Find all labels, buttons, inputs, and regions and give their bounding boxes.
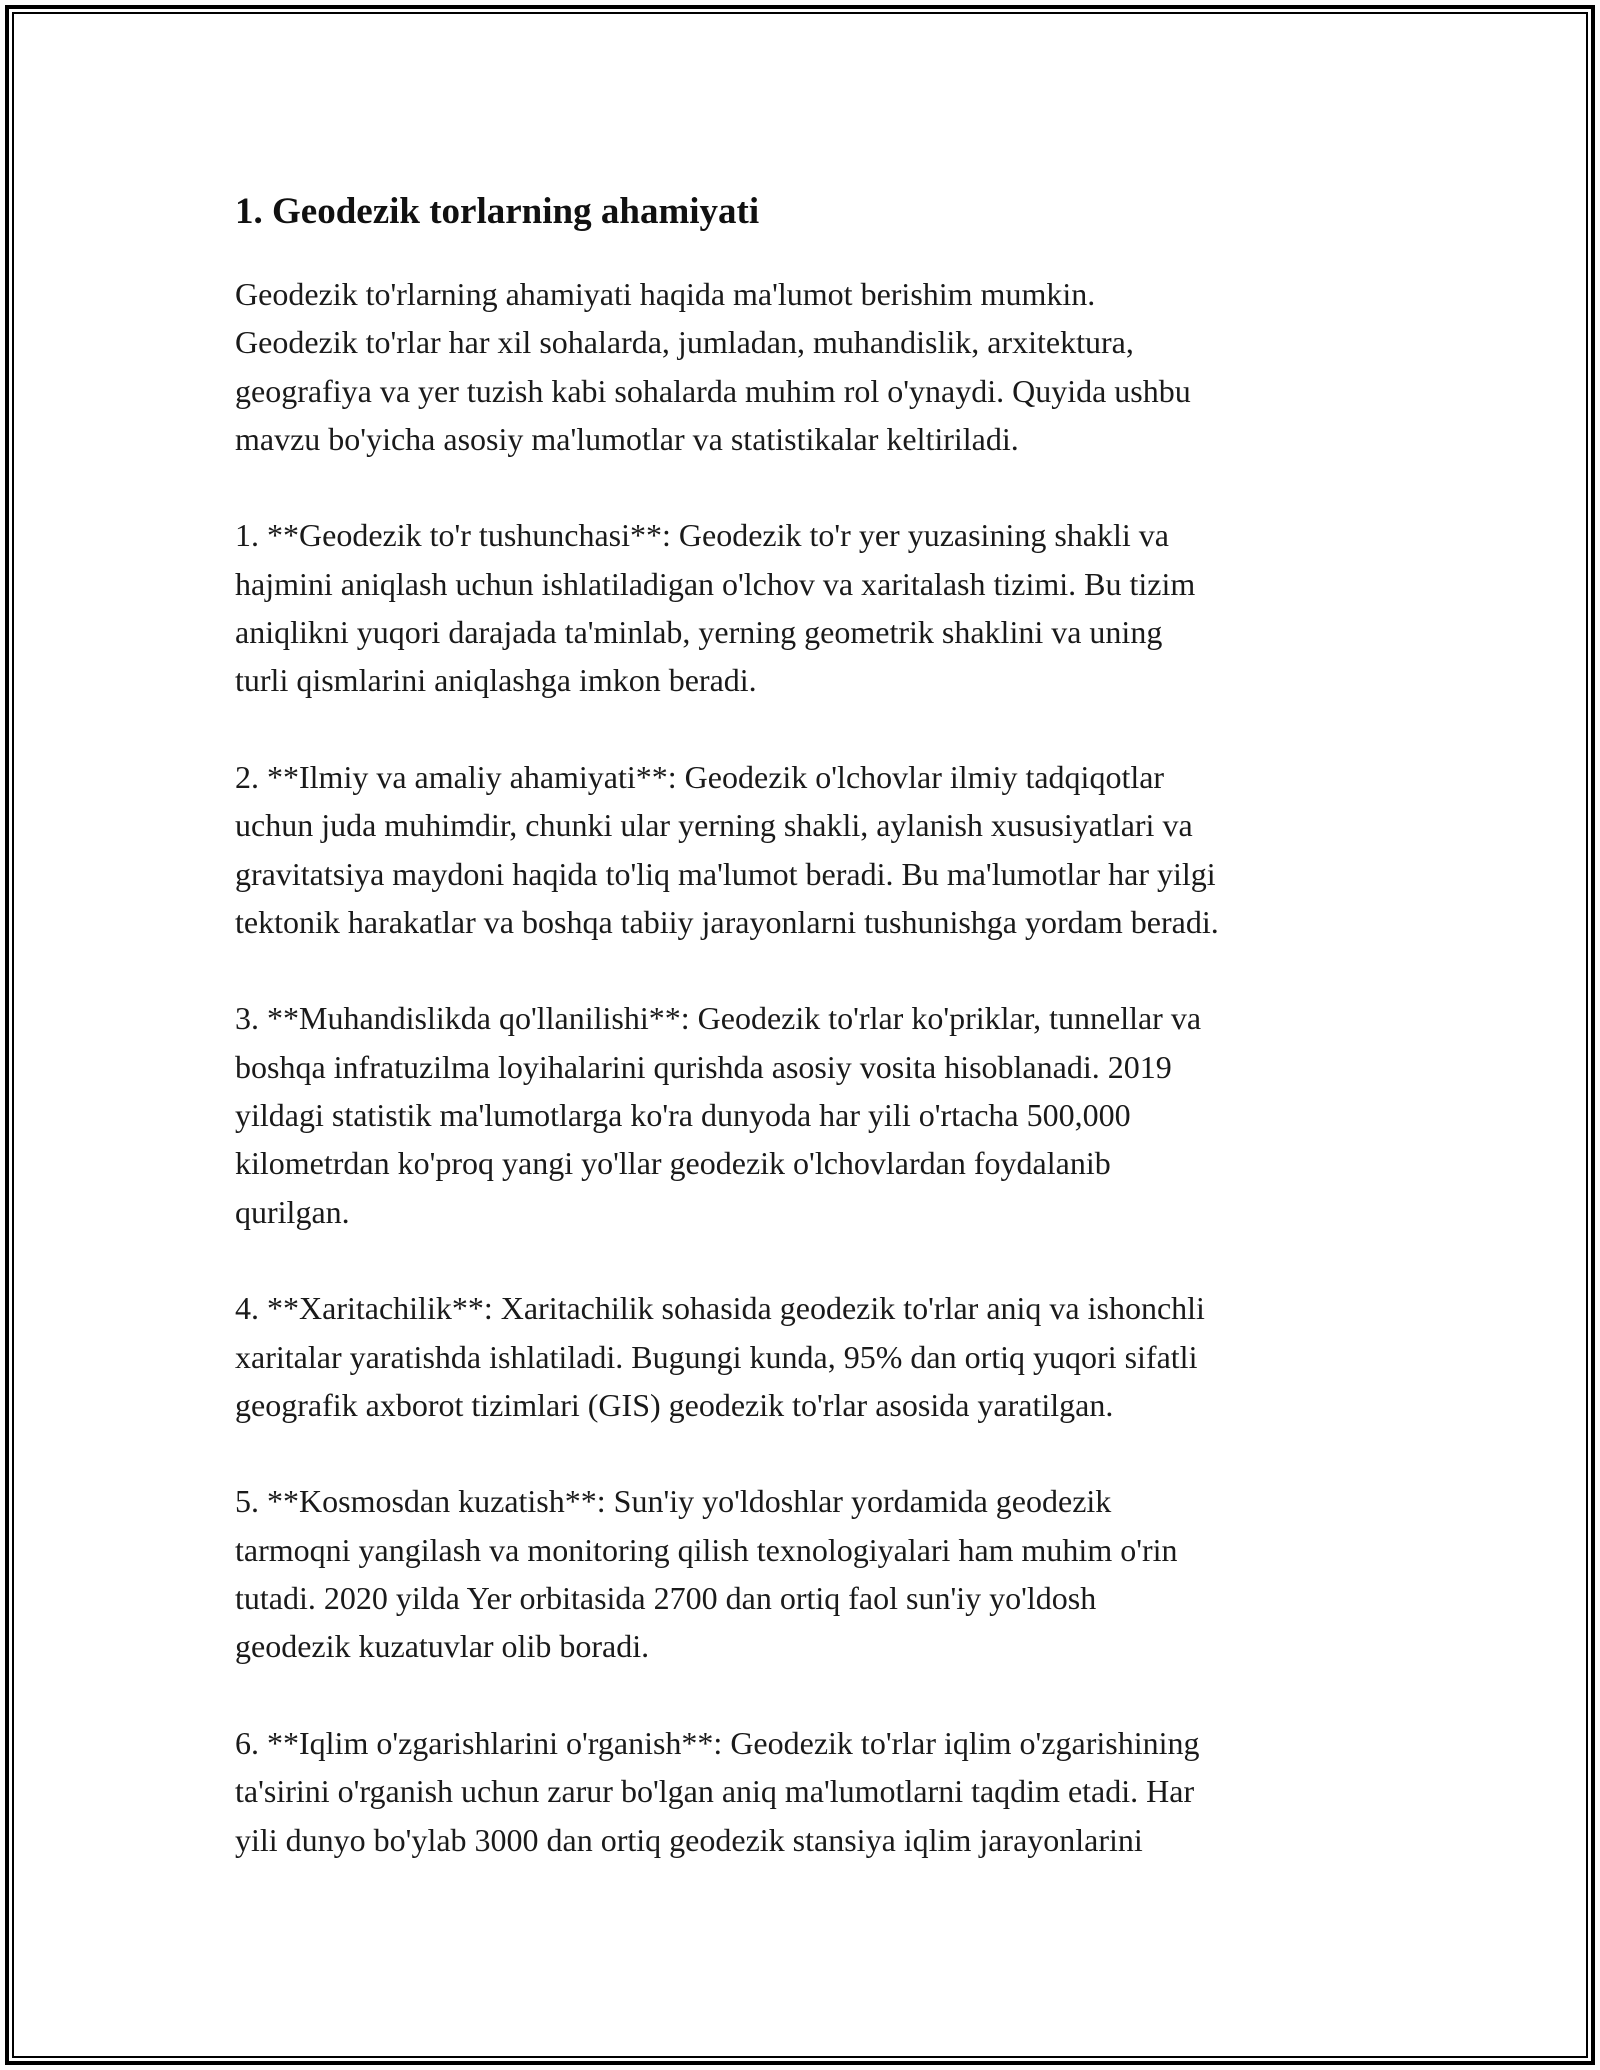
paragraph-item-4: 4. **Xaritachilik**: Xaritachilik sohasida geodezik to'rlar aniq va ishonchli xaritalar yaratishda ishlatiladi. Bugungi kunda, 95% dan ortiq yuqori sifatli geografik axborot tizimlari (GIS) geodezik to'rlar asosida yaratilgan. xyxy=(235,1290,1205,1423)
paragraph-item-6: 6. **Iqlim o'zgarishlarini o'rganish**: Geodezik to'rlar iqlim o'zgarishining ta'sirini o'rganish uchun zarur bo'lgan aniq ma'lumotlarni taqdim etadi. Har yili dunyo bo'ylab 3000 dan ortiq geodezik stansiya iqlim jarayonlarini xyxy=(235,1724,1200,1858)
document-body xyxy=(235,188,1385,1912)
paragraph-item-5: 5. **Kosmosdan kuzatish**: Sun'iy yo'ldoshlar yordamida geodezik tarmoqni yangilash va monitoring qilish texnologiyalari ham muhim o'rin tutadi. 2020 yilda Yer orbitasida 2700 dan ortiq faol sun'iy yo'ldosh geodezik kuzatuvlar olib boradi. xyxy=(235,1483,1178,1665)
document-title: 1. Geodezik torlarning ahamiyati xyxy=(235,191,760,232)
paragraph-item-3: 3. **Muhandislikda qo'llanilishi**: Geodezik to'rlar ko'priklar, tunnellar va boshqa infratuzilma loyihalarini qurishda asosiy vosita hisoblanadi. 2019 yildagi statistik ma'lumotlarga ko'ra dunyoda har yili o'rtacha 500,000 kilometrdan ko'proq yangi yo'llar geodezik o'lchovlardan foydalanib qurilgan. xyxy=(235,1000,1202,1230)
intro-paragraph: Geodezik to'rlarning ahamiyati haqida ma'lumot berishim mumkin. Geodezik to'rlar har xil sohalarda, jumladan, muhandislik, arxitektura, geografiya va yer tuzish kabi sohalarda muhim rol o'ynaydi. Quyida ushbu mavzu bo'yicha asosiy ma'lumotlar va statistikalar keltiriladi. xyxy=(235,276,1191,457)
paragraph-item-1: 1. **Geodezik to'r tushunchasi**: Geodezik to'r yer yuzasining shakli va hajmini aniqlash uchun ishlatiladigan o'lchov va xaritalash tizimi. Bu tizim aniqlikni yuqori darajada ta'minlab, yerning geometrik shaklini va uning turli qismlarini aniqlashga imkon beradi. xyxy=(235,517,1196,699)
paragraph-item-2: 2. **Ilmiy va amaliy ahamiyati**: Geodezik o'lchovlar ilmiy tadqiqotlar uchun juda muhimdir, chunki ular yerning shakli, aylanish xususiyatlari va gravitatsiya maydoni haqida to'liq ma'lumot beradi. Bu ma'lumotlar har yilgi tektonik harakatlar va boshqa tabiiy jarayonlarni tushunishga yordam beradi. xyxy=(235,758,1219,940)
